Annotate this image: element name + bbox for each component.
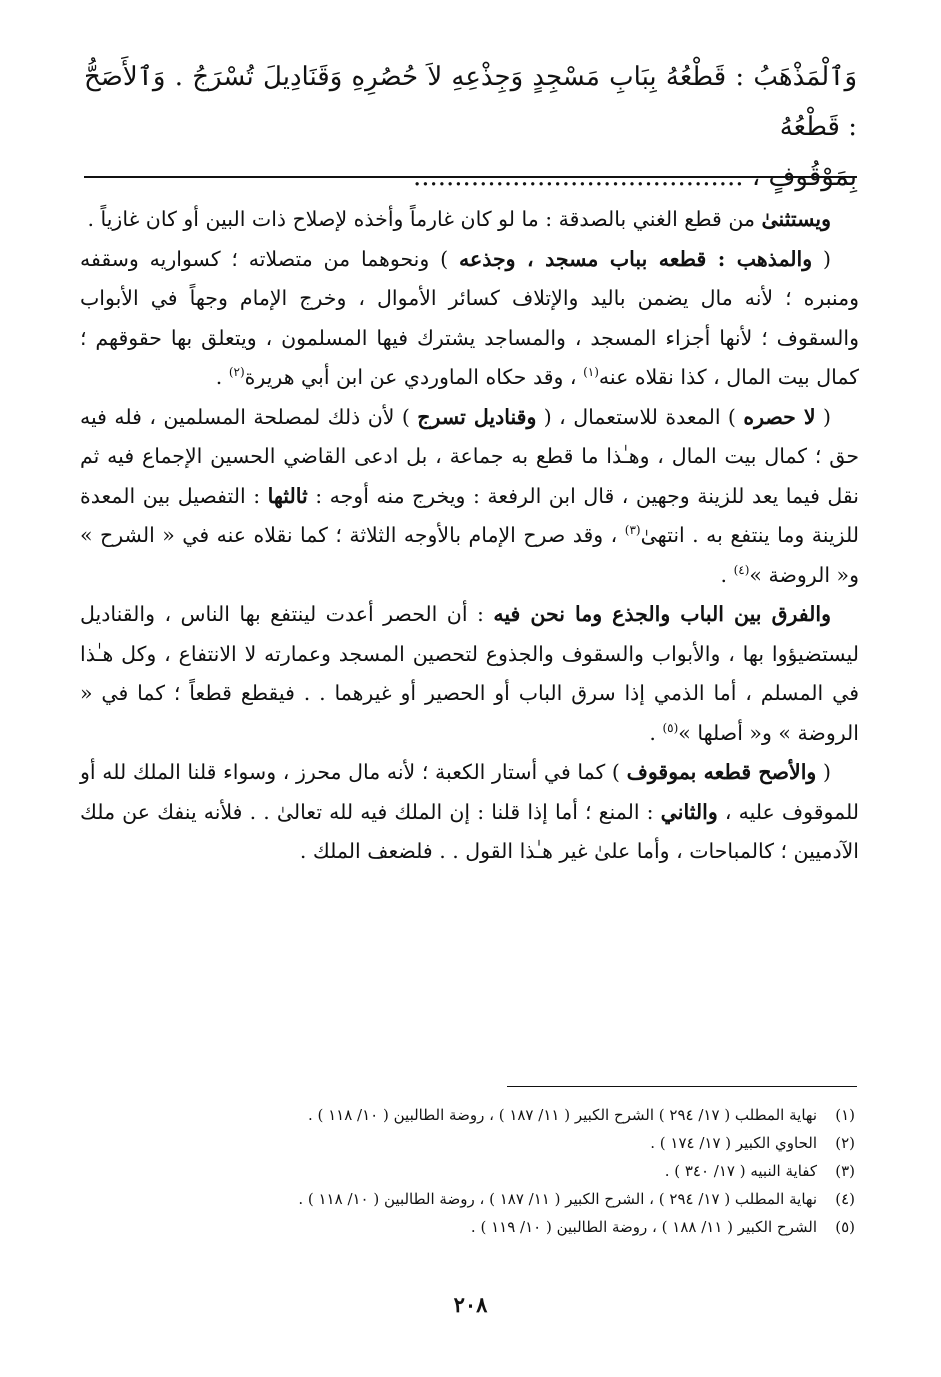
matn-line-2-text: بِمَوْقُوفٍ ، [751, 162, 857, 192]
bold-term: وقناديل تسرج [417, 404, 537, 429]
footnote-item [120, 1101, 855, 1129]
footnote-item [120, 1129, 855, 1157]
page-number: ٢٠٨ [453, 1292, 488, 1317]
paragraph-text: من قطع الغني بالصدقة : ما لو كان غارماً وأخذه لإصلاح ذات البين أو كان غازياً . [87, 207, 762, 231]
commentary-paragraph-4 [80, 595, 859, 753]
commentary-paragraph-5 [80, 753, 859, 872]
paragraph-text: ) ونحوهما من متصلاته ؛ كسواريه وسقفه ومنبره ؛ لأنه مال يضمن باليد والإتلاف كسائر الأموال ، وخرج الإمام وجهاً في الأبواب والسقوف ؛ لأنها أجزاء المسجد ، والمساجد يشترك فيها المسلمون ، ويتعلق بها حقوقهم ؛ كمال بيت المال ، كذا نقلاه عنه [80, 246, 859, 389]
footnote-text: نهاية المطلب ( ١٧/ ٢٩٤ ) ، الشرح الكبير ( ١١/ ١٨٧ ) ، روضة الطالبين ( ١٠/ ١١٨ ) . [298, 1190, 817, 1208]
paragraph-text: : أن الحصر أعدت لينتفع بها الناس ، والقناديل ليستضيؤوا بها ، والأبواب والسقوف والجذوع لتحصين المسجد وعمارته لا الانتفاع ، وكل هـٰذا في المسلم ، أما الذمي إذا سرق الباب أو الحصير أو غيرهما . . فيقطع قطعاً ؛ كما في « الروضة » و« أصلها » [80, 602, 859, 745]
paragraph-text: ، وقد حكاه الماوردي عن ابن أبي هريرة [244, 365, 584, 389]
commentary-paragraph-2 [80, 240, 859, 398]
bold-term: لا حصره [743, 404, 816, 429]
footnote-ref-4[interactable]: (٤) [733, 562, 750, 577]
paragraph-text: . [720, 562, 734, 587]
footnote-ref-1[interactable]: (١) [583, 365, 599, 380]
footnote-text: الحاوي الكبير ( ١٧/ ١٧٤ ) . [650, 1134, 817, 1152]
paren-open: ( [815, 404, 831, 429]
paragraph-text: . [215, 365, 229, 389]
footnotes [120, 1101, 855, 1241]
matn-separator-line [84, 176, 857, 178]
matn-line-1: وَٱلْمَذْهَبُ : قَطْعُهُ بِبَابِ مَسْجِدٍ وَجِذْعِهِ لاَ حُصُرِهِ وَقَنَادِيلَ تُسْرَجُ . وَٱلأَصَحُّ : قَطْعُهُ [84, 62, 857, 142]
footnote-item [120, 1185, 855, 1213]
matn-text [84, 52, 857, 202]
paragraph-text: ) كما في أستار الكعبة ؛ لأنه مال محرز ، وسواء قلنا الملك لله أو للموقوف عليه ، [80, 760, 859, 824]
bold-term: ثالثها [267, 483, 308, 508]
commentary-paragraph-3 [80, 398, 859, 596]
bold-term: ويستثنىٰ [761, 207, 831, 231]
footnote-ref-3[interactable]: (٣) [624, 523, 641, 538]
bold-term: والفرق بين الباب والجذع وما نحن فيه [493, 602, 831, 626]
bold-term: والأصح قطعه بموقوف [626, 760, 817, 784]
paragraph-text: ) المعدة للاستعمال ، ( [536, 404, 744, 429]
footnote-item [120, 1157, 855, 1185]
footnote-number: (٢) [835, 1134, 855, 1152]
footnote-text: كفاية النبيه ( ١٧/ ٣٤٠ ) . [664, 1162, 817, 1180]
footnote-ref-5[interactable]: (٥) [662, 720, 679, 735]
paren-open: ( [816, 760, 831, 784]
paren-open: ( [812, 246, 832, 271]
footnote-separator-line [507, 1086, 857, 1087]
paragraph-text: : التفصيل بين المعدة للزينة وما ينتفع به . انتهىٰ [80, 483, 859, 547]
commentary-paragraph-1 [80, 200, 859, 240]
footnote-ref-2[interactable]: (٢) [228, 365, 245, 380]
footnote-number: (٣) [835, 1162, 855, 1180]
footnote-text: نهاية المطلب ( ١٧/ ٢٩٤ ) الشرح الكبير ( ١١/ ١٨٧ ) ، روضة الطالبين ( ١٠/ ١١٨ ) . [307, 1106, 817, 1124]
footnote-number: (٤) [835, 1190, 855, 1208]
paragraph-text: ، وقد صرح الإمام بالأوجه الثلاثة ؛ كما نقلاه عنه في « الشرح » و« الروضة » [80, 523, 859, 587]
footnote-item [120, 1213, 855, 1241]
paragraph-text: ) لأن ذلك لمصلحة المسلمين ، فله فيه حق ؛ كمال بيت المال ، وهـٰذا ما قطع به جماعة ، بل ادعى القاضي الحسين الإجماع فيه ثم نقل فيما يعد للزينة وجهين ، قال ابن الرفعة : ويخرج منه أوجه : [80, 404, 859, 508]
paragraph-text: . [649, 720, 663, 745]
paragraph-text: : المنع ؛ أما إذا قلنا : إن الملك فيه لله تعالىٰ . . فلأنه ينفك عن ملك الآدميين ؛ كالمباحات ، وأما علىٰ غير هـٰذا القول . . فلضعف الملك . [80, 799, 859, 863]
footnote-text: الشرح الكبير ( ١١/ ١٨٨ ) ، روضة الطالبين ( ١٠/ ١١٩ ) . [470, 1218, 817, 1236]
matn-dots: ........................................ [412, 162, 744, 192]
footnote-number: (١) [835, 1106, 855, 1124]
commentary-text [80, 200, 859, 872]
bold-term: والمذهب : قطعه بباب مسجد ، وجذعه [459, 246, 813, 271]
bold-term: والثاني [660, 799, 718, 824]
footnote-number: (٥) [835, 1218, 855, 1236]
